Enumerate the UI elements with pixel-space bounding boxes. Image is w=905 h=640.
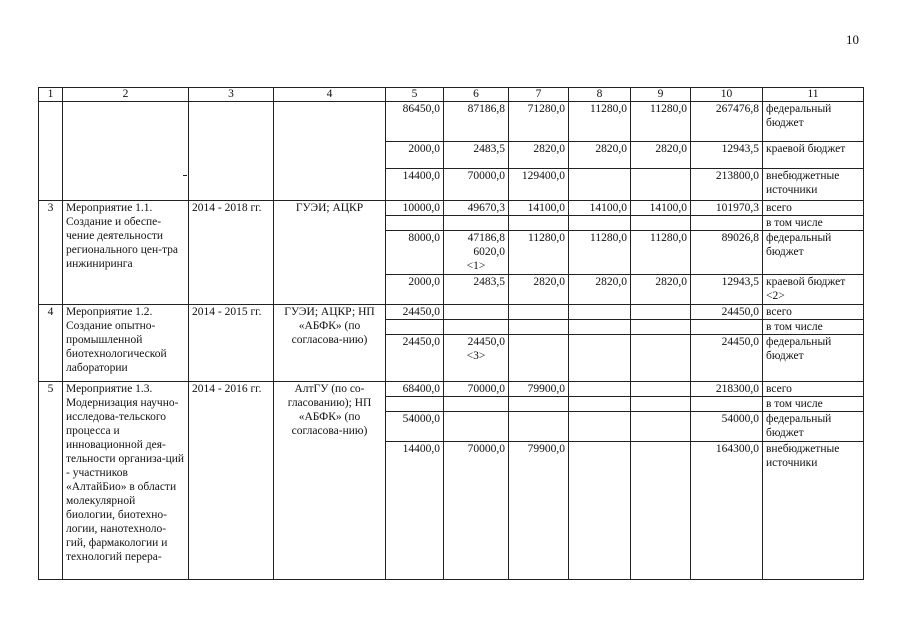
- value-cell: 14100,0: [631, 201, 691, 216]
- value-cell: [509, 397, 569, 412]
- measure-name-cell: Мероприятие 1.2. Создание опытно-промышленной биотехнологической лаборатории: [63, 305, 189, 382]
- header-cell: 8: [569, 88, 631, 102]
- value-cell: 2483,5: [444, 275, 509, 305]
- value-cell: [691, 320, 763, 335]
- value-cell: 2820,0: [569, 142, 631, 169]
- value-cell: 24450,0: [386, 335, 444, 382]
- cont-name-cell: [63, 102, 189, 201]
- value-cell: 14400,0: [386, 169, 444, 201]
- value-cell: [569, 412, 631, 442]
- value-cell: [631, 320, 691, 335]
- value-cell: [631, 335, 691, 382]
- value-line: 47186,8: [467, 232, 505, 244]
- executor-cell: АлтГУ (по со-гласованию); НП «АБФК» (по согласова-нию): [274, 382, 386, 580]
- value-cell: 2483,5: [444, 142, 509, 169]
- value-cell: 79900,0: [509, 442, 569, 580]
- value-line: 24450,0: [467, 336, 505, 348]
- value-cell: 11280,0: [509, 231, 569, 275]
- source-cell: внебюджетные источники: [763, 169, 864, 201]
- value-cell: 14100,0: [569, 201, 631, 216]
- row-number-cell: 3: [39, 201, 63, 305]
- header-cell: 11: [763, 88, 864, 102]
- value-cell: [569, 216, 631, 231]
- value-cell: [569, 382, 631, 397]
- value-cell: 2000,0: [386, 142, 444, 169]
- footnote-ref: <3>: [466, 350, 486, 362]
- value-cell: 24450,0: [691, 305, 763, 320]
- value-cell: 24450,0: [691, 335, 763, 382]
- value-cell: 70000,0: [444, 169, 509, 201]
- value-cell: [631, 216, 691, 231]
- period-cell: 2014 - 2018 гг.: [189, 201, 274, 305]
- value-cell: [444, 216, 509, 231]
- value-cell: 71280,0: [509, 102, 569, 142]
- value-cell: 2820,0: [631, 142, 691, 169]
- value-line: 6020,0: [473, 246, 505, 258]
- value-cell: [386, 397, 444, 412]
- table-row: [39, 102, 864, 142]
- value-cell: 54000,0: [691, 412, 763, 442]
- value-cell: 24450,0: [386, 305, 444, 320]
- row-number-cell: 5: [39, 382, 63, 580]
- value-cell: [631, 382, 691, 397]
- value-cell: [444, 305, 509, 320]
- value-cell: [509, 335, 569, 382]
- value-cell: 14400,0: [386, 442, 444, 580]
- value-cell: 86450,0: [386, 102, 444, 142]
- source-cell: краевой бюджет: [763, 142, 864, 169]
- value-cell: 164300,0: [691, 442, 763, 580]
- header-cell: 5: [386, 88, 444, 102]
- value-cell: [569, 335, 631, 382]
- source-cell: всего: [763, 382, 864, 397]
- header-cell: 1: [39, 88, 63, 102]
- value-cell: 11280,0: [569, 231, 631, 275]
- value-cell: [631, 412, 691, 442]
- footnote-ref: <1>: [466, 260, 486, 272]
- value-cell: [386, 320, 444, 335]
- value-cell: 10000,0: [386, 201, 444, 216]
- value-cell: 11280,0: [569, 102, 631, 142]
- header-cell: 7: [509, 88, 569, 102]
- value-cell: 12943,5: [691, 142, 763, 169]
- value-cell: 213800,0: [691, 169, 763, 201]
- value-cell: 11280,0: [631, 231, 691, 275]
- source-cell: в том числе: [763, 397, 864, 412]
- value-cell: 70000,0: [444, 382, 509, 397]
- value-cell: [386, 216, 444, 231]
- table-row: [39, 382, 864, 397]
- value-cell: 2820,0: [509, 142, 569, 169]
- executor-cell: ГУЭИ; АЦКР: [274, 201, 386, 305]
- value-cell: 129400,0: [509, 169, 569, 201]
- value-cell: [509, 305, 569, 320]
- source-cell: внебюджетные источники: [763, 442, 864, 580]
- header-row: [39, 88, 864, 102]
- source-cell: в том числе: [763, 320, 864, 335]
- value-cell: [509, 412, 569, 442]
- source-cell: федеральный бюджет: [763, 412, 864, 442]
- value-cell: 79900,0: [509, 382, 569, 397]
- source-cell: федеральный бюджет: [763, 231, 864, 275]
- source-cell: в том числе: [763, 216, 864, 231]
- table-row: [39, 305, 864, 320]
- value-cell: 267476,8: [691, 102, 763, 142]
- header-cell: 9: [631, 88, 691, 102]
- source-cell: федеральный бюджет: [763, 335, 864, 382]
- value-cell: 11280,0: [631, 102, 691, 142]
- cont-num-cell: [39, 102, 63, 201]
- value-cell: [509, 216, 569, 231]
- dash-mark: [183, 175, 187, 176]
- value-cell: [631, 305, 691, 320]
- value-cell: [569, 320, 631, 335]
- row-number-cell: 4: [39, 305, 63, 382]
- value-cell: [444, 412, 509, 442]
- value-cell: [631, 169, 691, 201]
- header-cell: 2: [63, 88, 189, 102]
- value-cell: 2820,0: [509, 275, 569, 305]
- header-cell: 3: [189, 88, 274, 102]
- period-cell: 2014 - 2015 гг.: [189, 305, 274, 382]
- executor-cell: ГУЭИ; АЦКР; НП «АБФК» (по согласова-нию): [274, 305, 386, 382]
- page-number: 10: [846, 32, 859, 47]
- value-cell: 8000,0: [386, 231, 444, 275]
- value-cell: [569, 169, 631, 201]
- value-cell: 2820,0: [569, 275, 631, 305]
- source-cell: всего: [763, 305, 864, 320]
- value-cell: [444, 397, 509, 412]
- value-cell: [569, 397, 631, 412]
- value-cell: [509, 320, 569, 335]
- value-cell: [569, 305, 631, 320]
- source-cell: всего: [763, 201, 864, 216]
- value-cell: [691, 216, 763, 231]
- value-cell: 218300,0: [691, 382, 763, 397]
- source-cell: федеральный бюджет: [763, 102, 864, 142]
- value-cell: 70000,0: [444, 442, 509, 580]
- measure-name-cell: Мероприятие 1.1. Создание и обеспе-чение деятельности регионального цен-тра инжиниринга: [63, 201, 189, 305]
- value-cell: [631, 442, 691, 580]
- value-cell: 2000,0: [386, 275, 444, 305]
- value-cell: [691, 397, 763, 412]
- measure-name-cell: Мероприятие 1.3. Модернизация научно-исследова-тельского процесса и инновационной дея-тельности организа-ций - участников «АлтайБио» в области молекулярной биологии, биотехно-логии, нанотехноло-гий, фармакологии и технологий перера-: [63, 382, 189, 580]
- value-cell: 101970,3: [691, 201, 763, 216]
- header-cell: 10: [691, 88, 763, 102]
- cont-period-cell: [189, 102, 274, 201]
- value-cell: 2820,0: [631, 275, 691, 305]
- budget-table: [38, 87, 864, 580]
- value-cell: 68400,0: [386, 382, 444, 397]
- value-cell: 12943,5: [691, 275, 763, 305]
- source-cell: краевой бюджет <2>: [763, 275, 864, 305]
- header-cell: 4: [274, 88, 386, 102]
- period-cell: 2014 - 2016 гг.: [189, 382, 274, 580]
- table-row: [39, 201, 864, 216]
- value-cell: 14100,0: [509, 201, 569, 216]
- value-cell: 49670,3: [444, 201, 509, 216]
- value-cell: 89026,8: [691, 231, 763, 275]
- header-cell: 6: [444, 88, 509, 102]
- value-cell: [569, 442, 631, 580]
- value-cell: [631, 397, 691, 412]
- value-cell: 54000,0: [386, 412, 444, 442]
- value-cell: 87186,8: [444, 102, 509, 142]
- cont-exec-cell: [274, 102, 386, 201]
- value-cell: [444, 231, 509, 275]
- value-cell: [444, 335, 509, 382]
- value-cell: [444, 320, 509, 335]
